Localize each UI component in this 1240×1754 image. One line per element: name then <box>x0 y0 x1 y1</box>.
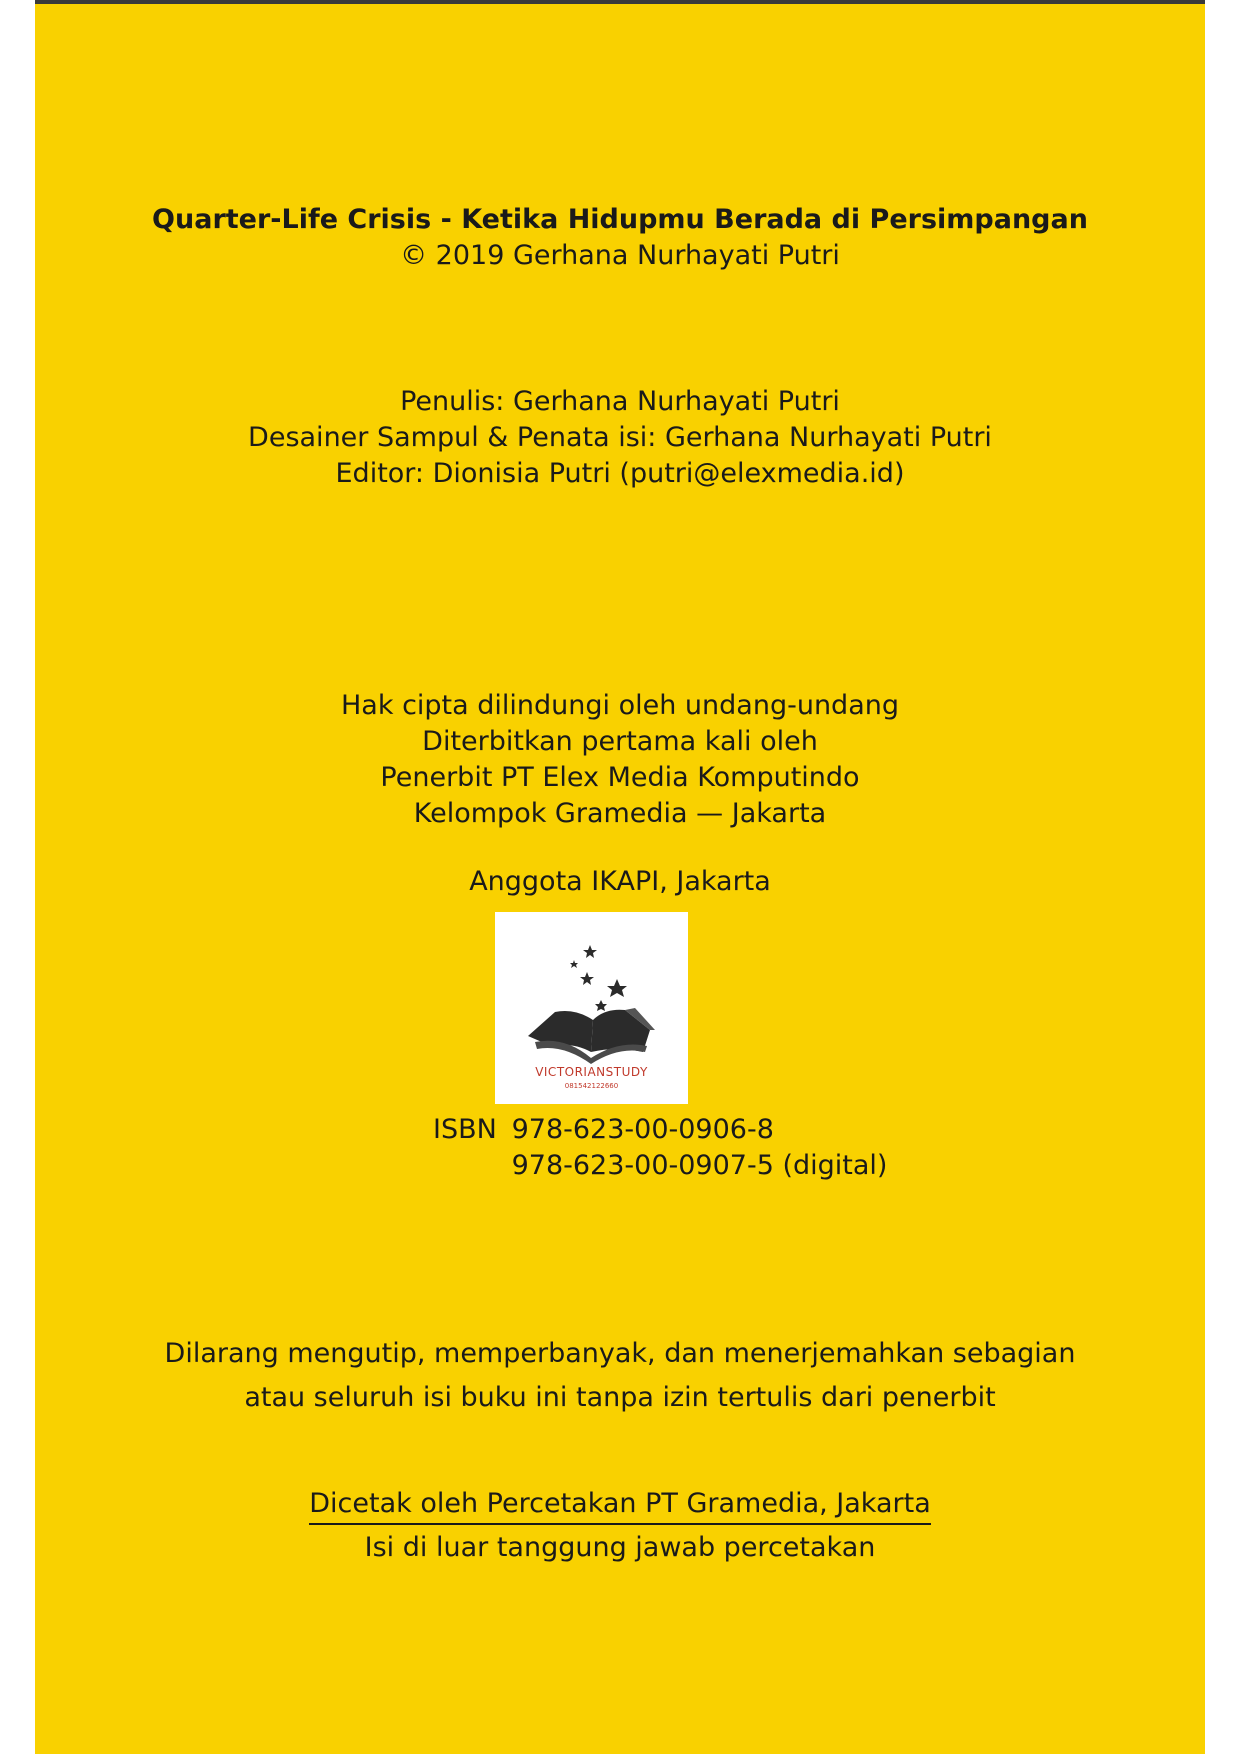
copyright-page <box>35 0 1205 1754</box>
ikapi-block <box>35 864 1205 900</box>
printer-name: Dicetak oleh Percetakan PT Gramedia, Jakarta <box>309 1485 931 1525</box>
isbn-label: ISBN <box>433 1114 497 1145</box>
publisher-name: Penerbit PT Elex Media Komputindo <box>380 762 860 793</box>
book-title: Quarter-Life Crisis - Ketika Hidupmu Berada di Persimpangan <box>152 204 1088 235</box>
author-credit: Penulis: Gerhana Nurhayati Putri <box>400 386 840 417</box>
warning-line-1: Dilarang mengutip, memperbanyak, dan menerjemahkan sebagian <box>164 1338 1076 1369</box>
ikapi-membership: Anggota IKAPI, Jakarta <box>469 866 771 897</box>
logo-name: VICTORIANSTUDY <box>535 1065 648 1079</box>
first-published: Diterbitkan pertama kali oleh <box>422 726 818 757</box>
reproduction-warning <box>35 1332 1205 1420</box>
warning-line-2: atau seluruh isi buku ini tanpa izin tertulis dari penerbit <box>244 1382 996 1413</box>
rights-notice: Hak cipta dilindungi oleh undang-undang <box>341 690 899 721</box>
printer-block <box>35 1482 1205 1570</box>
editor-credit: Editor: Dionisia Putri (putri@elexmedia.id) <box>335 458 905 489</box>
printer-disclaimer: Isi di luar tanggung jawab percetakan <box>364 1532 876 1563</box>
title-block <box>35 202 1205 274</box>
designer-credit: Desainer Sampul & Penata isi: Gerhana Nurhayati Putri <box>248 422 992 453</box>
copyright-notice: © 2019 Gerhana Nurhayati Putri <box>400 240 840 271</box>
publisher-block <box>35 688 1205 832</box>
isbn-digital: 978-623-00-0907-5 (digital) <box>511 1150 888 1181</box>
logo-number: 081542122660 <box>564 1082 619 1090</box>
publisher-group: Kelompok Gramedia — Jakarta <box>413 798 827 829</box>
isbn-print: 978-623-00-0906-8 <box>511 1114 774 1145</box>
victorianstudy-logo <box>495 912 688 1104</box>
isbn-block <box>433 1112 887 1184</box>
credits-block <box>35 384 1205 492</box>
